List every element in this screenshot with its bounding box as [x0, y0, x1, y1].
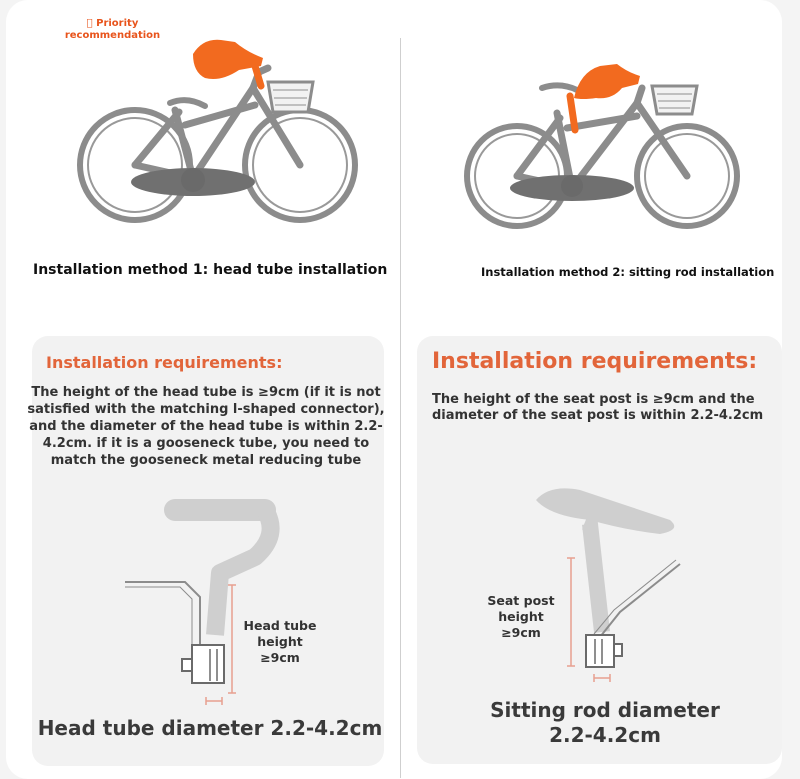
seat-post-height-label: Seat post height ≥9cm: [487, 593, 555, 640]
head-tube-diagram: [120, 495, 300, 705]
head-tube-diameter-label: Head tube diameter 2.2-4.2cm: [37, 716, 383, 740]
card-1-text: The height of the head tube is ≥9cm (if it is not satisfied with the matching l-shaped connector), and the diameter of the head tube is within 2.2-4.2cm. if it is a gooseneck tube, you need to match the gooseneck metal reducing tube: [27, 385, 385, 468]
card-1-title: Installation requirements:: [46, 353, 283, 372]
head-tube-height-label: Head tube height ≥9cm: [243, 618, 317, 665]
method-1-caption: Installation method 1: head tube installation: [33, 262, 388, 278]
card-2-text: The height of the seat post is ≥9cm and the diameter of the seat post is within 2.2-4.2cm: [432, 392, 764, 423]
bike-illustration-head-tube: [75, 30, 355, 240]
seat-post-diameter-label: Sitting rod diameter 2.2-4.2cm: [490, 698, 720, 747]
bike-illustration-seat-post: [462, 58, 742, 240]
card-2-title: Installation requirements:: [432, 349, 758, 374]
priority-badge-text: Priority recommendation: [64, 18, 161, 41]
method-2-caption: Installation method 2: sitting rod installation: [481, 265, 775, 279]
seat-post-diagram: [530, 482, 700, 692]
column-divider: [400, 38, 401, 778]
